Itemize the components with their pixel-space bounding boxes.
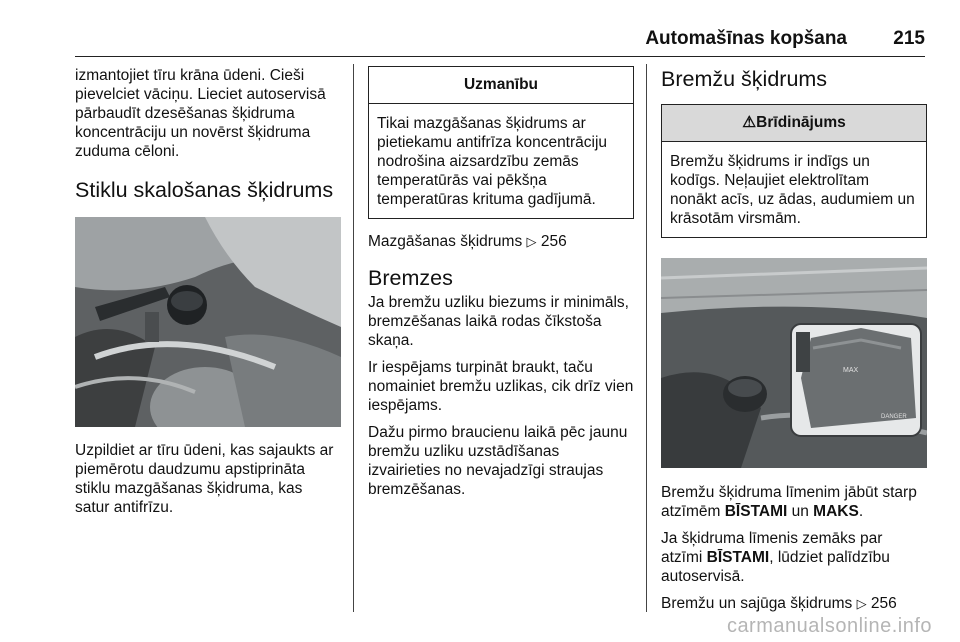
- notice-box: [368, 66, 634, 219]
- column-3: [661, 66, 927, 621]
- intro-paragraph: izmantojiet tīru krāna ūdeni. Cieši pievelciet vāciņu. Lieciet autoservisā pārbaudīt dzesēšanas šķidruma koncentrāciju un novērst šķidruma zuduma cēloni.: [75, 67, 326, 160]
- notice-text: Tikai mazgāšanas šķidrums ar pietiekamu antifrīza koncentrāciju nodrošina aizsardzību zemās temperatūrās vai pēkšņa temperatūras krituma gadījumā.: [377, 115, 608, 208]
- warning-box: [661, 104, 927, 238]
- min-mark: BĪSTAMI: [706, 549, 770, 566]
- brake-fluid-reference: Bremžu un sajūga šķidrums ▷ 256: [661, 595, 897, 612]
- reference-page: 256: [870, 595, 897, 612]
- brake-fluid-level-paragraph: Bremžu šķidruma līmenim jābūt starp atzīmēm BĪSTAMI un MAKS.: [661, 484, 917, 520]
- arrow-icon: ▷: [856, 596, 867, 611]
- page-number: 215: [893, 28, 925, 49]
- max-mark: MAKS: [813, 503, 859, 520]
- column-divider: [353, 64, 354, 612]
- brake-reservoir-photo: [661, 258, 927, 468]
- brakes-paragraph-1: Ja bremžu uzliku biezums ir minimāls, bremzēšanas laikā rodas čīkstoša skaņa.: [368, 294, 629, 349]
- brakes-heading: Bremzes: [368, 266, 453, 290]
- column-divider: [646, 64, 647, 612]
- washer-fluid-paragraph: Uzpildiet ar tīru ūdeni, kas sajaukts ar piemērotu daudzumu apstiprināta stiklu mazgāšanas šķidruma, kas satur antifrīzu.: [75, 442, 334, 516]
- brakes-paragraph-3: Dažu pirmo braucienu laikā pēc jaunu bremžu uzliku uzstādīšanas izvairieties no nevajadzīgi straujas bremzēšanas.: [368, 424, 628, 498]
- brake-fluid-low-paragraph: Ja šķidruma līmenis zemāks par atzīmi BĪSTAMI, lūdziet palīdzību autoservisā.: [661, 530, 890, 585]
- washer-fluid-heading: Stiklu skalošanas šķidrums: [75, 178, 334, 202]
- notice-title: Uzmanību: [369, 67, 633, 104]
- reference-page: 256: [540, 233, 567, 250]
- column-1: [75, 66, 341, 525]
- warning-header: [662, 105, 926, 142]
- warning-icon: ⚠: [742, 114, 757, 131]
- min-mark: BĪSTAMI: [724, 503, 788, 520]
- page-title: Automašīnas kopšana: [645, 28, 847, 49]
- brake-fluid-heading: Bremžu šķidrums: [661, 67, 828, 91]
- washer-reservoir-photo: [75, 217, 341, 427]
- column-2: [368, 66, 634, 507]
- warning-title: Brīdinājums: [756, 114, 846, 131]
- warning-text: Bremžu šķidrums ir indīgs un kodīgs. Neļaujiet elektrolītam nonākt acīs, uz ādas, audumiem un krāsotām virsmām.: [670, 153, 915, 227]
- photo-label-max: MAX: [843, 367, 859, 374]
- photo-label-danger: DANGER: [881, 414, 907, 420]
- brakes-paragraph-2: Ir iespējams turpināt braukt, taču nomainiet bremžu uzlikas, cik drīz vien iespējams.: [368, 359, 634, 414]
- watermark: carmanualsonline.info: [726, 615, 932, 637]
- arrow-icon: ▷: [526, 234, 537, 249]
- page-header: [75, 26, 925, 57]
- washer-fluid-reference: Mazgāšanas šķidrums ▷ 256: [368, 233, 567, 250]
